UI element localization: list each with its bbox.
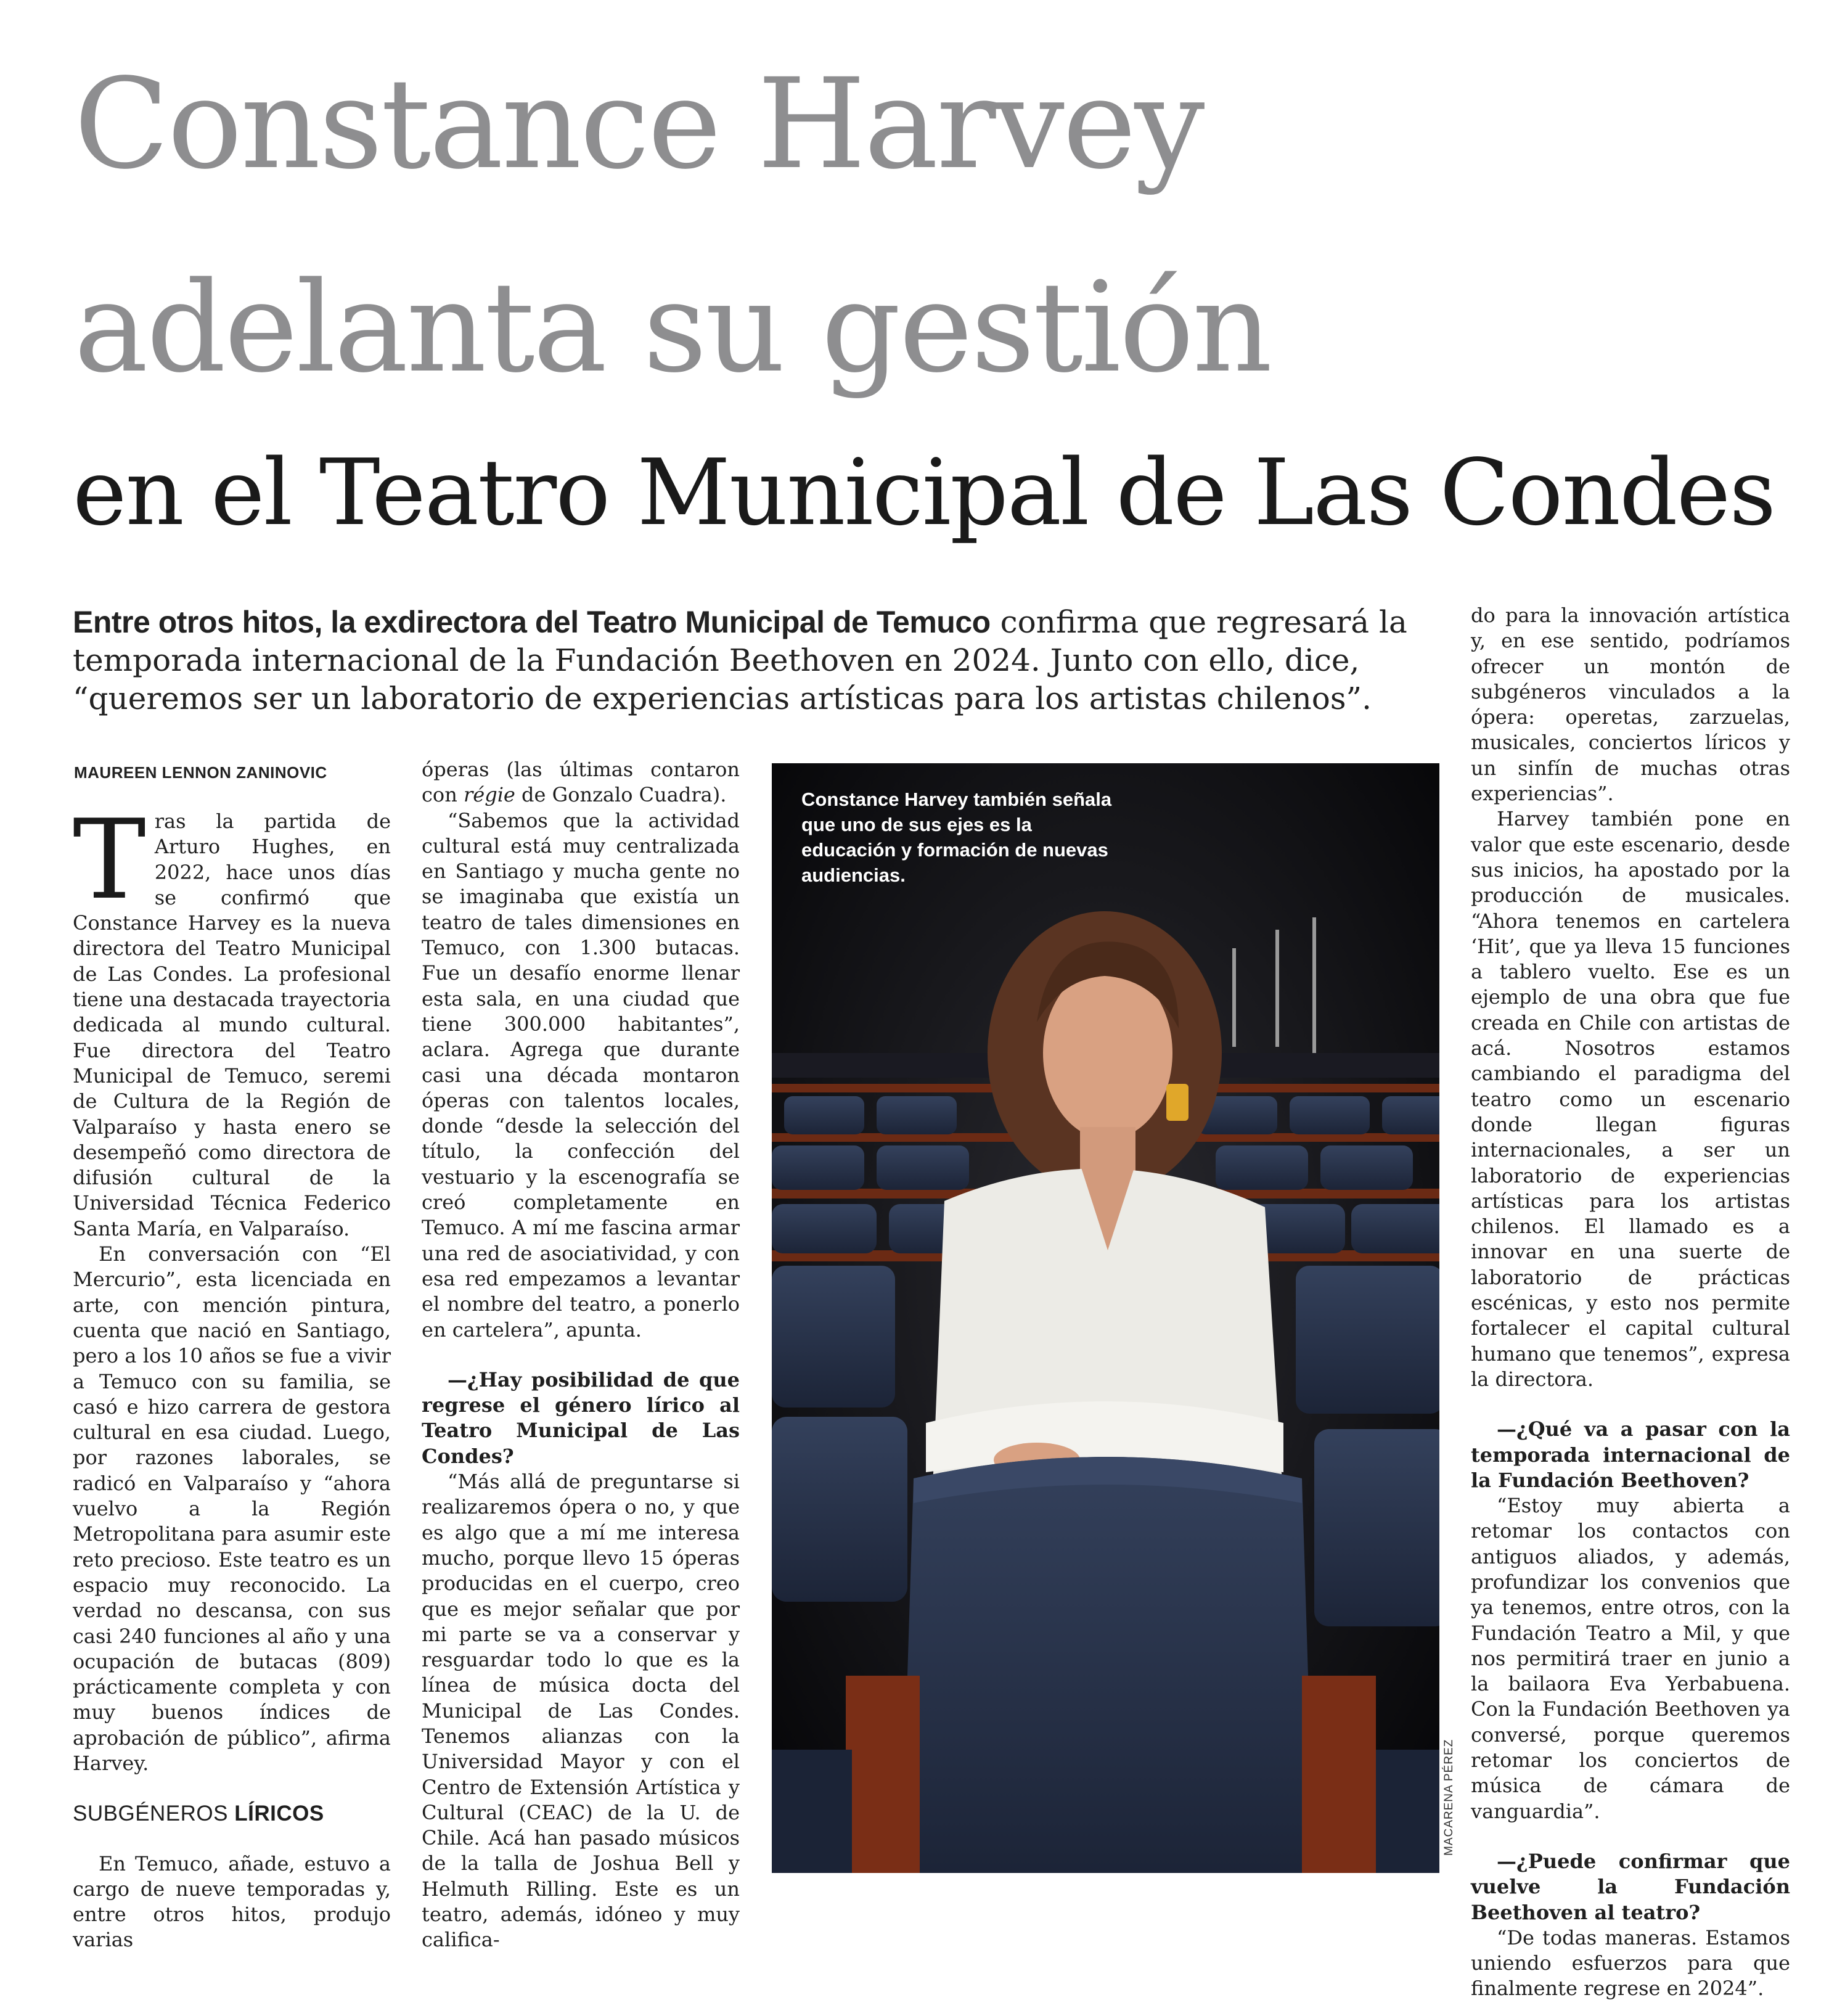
photo-credit: MACARENA PÉREZ xyxy=(1442,1739,1455,1856)
article-paragraph: En Temuco, añade, estuvo a cargo de nueve temporadas y, entre otros hitos, produjo varias xyxy=(73,1851,391,1952)
byline: MAUREEN LENNON ZANINOVIC xyxy=(74,763,327,782)
article-paragraph: En conversación con “El Mercurio”, esta licenciada en arte, con mención pintura, cuenta que nació en Santiago, pero a los 10 años se fue a vivir a Temuco con su familia, se casó e hizo carrera de gestora cultural en esa ciudad. Luego, por razones laborales, se radicó en Valparaíso y “ahora vuelvo a la Región Metropolitana para asumir este reto precioso. Este teatro es un espacio muy reconocido. La verdad no descansa, con sus casi 240 funciones al año y una ocupación de butacas (809) prácticamente completa y con muy buenos índices de aprobación de público”, afirma Harvey. xyxy=(73,1242,391,1775)
article-column-1 xyxy=(73,796,391,1953)
paragraph-text: ras la partida de Arturo Hughes, en 2022, hace unos días se confirmó que Constance Harvey es la nueva directora del Teatro Municipal de Las Condes. La profesional tiene una destacada trayectoria dedicada al mundo cultural. Fue directora del Teatro Municipal de Temuco, seremi de Cultura de la Región de Valparaíso y hasta enero se desempeñó como directora de difusión cultural de la Universidad Técnica Federico Santa María, en Valparaíso. xyxy=(73,809,391,1240)
photo-caption: Constance Harvey también señala que uno de sus ejes es la educación y formación de nuevas audiencias. xyxy=(801,789,1112,886)
article-paragraph: “Más allá de preguntarse si realizaremos ópera o no, y que es algo que a mí me interesa mucho, porque llevo 15 óperas producidas en el cuerpo, creo que es mejor señalar que por mi parte se va a conservar y resguardar todo lo que es la línea de música docta del Municipal de Las Condes. Tenemos alianzas con la Universidad Mayor y con el Centro de Extensión Artística y Cultural (CEAC) de la U. de Chile. Acá han pasado músicos de la talla de Joshua Bell y Helmuth Rilling. Este es un teatro, además, idóneo y muy califica- xyxy=(422,1470,740,1952)
article-photo xyxy=(772,763,1439,1873)
headline-line-2: adelanta su gestión xyxy=(74,255,1271,400)
italic-word: régie xyxy=(463,783,515,807)
article-paragraph: do para la innovación artística y, en ese sentido, podríamos ofrecer un montón de subgéneros vinculados a la ópera: operetas, zarzuelas, musicales, conciertos líricos y un sinfín de muchas otras experiencias”. xyxy=(1471,604,1790,806)
lead-text: confirma que regresará la temporada internacional de la Fundación Beethoven en 2024. Junto con ello, dice, “queremos ser un laboratorio de experiencias artísticas para los artistas chilenos”. xyxy=(73,604,1407,716)
article-paragraph: “De todas maneras. Estamos uniendo esfuerzos para que finalmente regrese en 2024”. xyxy=(1471,1925,1790,2001)
article-column-2 xyxy=(422,757,740,1953)
interview-question: —¿Puede confirmar que vuelve la Fundación Beethoven al teatro? xyxy=(1471,1849,1790,1924)
lead-bold-text: Entre otros hitos, la exdirectora del Teatro Municipal de Temuco xyxy=(73,605,991,639)
interview-question: —¿Hay posibilidad de que regrese el género lírico al Teatro Municipal de Las Condes? xyxy=(422,1367,740,1468)
section-subhead xyxy=(73,1801,391,1826)
headline-line-1: Constance Harvey xyxy=(74,51,1203,197)
subhead-bold: LÍRICOS xyxy=(234,1801,324,1826)
article-paragraph: “Sabemos que la actividad cultural está muy centralizada en Santiago y mucha gente no se imaginaba que existía un teatro de tales dimensiones en Temuco, con 1.300 butacas. Fue un desafío enorme llenar esta sala, en una ciudad que tiene 300.000 habitantes”, aclara. Agrega que durante casi una década montaron óperas con talentos locales, donde “desde la selección del título, la confección del vestuario y la escenografía se creó completamente en Temuco. A mí me fascina armar una red de asociatividad, y con esa red empezamos a levantar el nombre del teatro, a ponerlo en cartelera”, apunta. xyxy=(422,808,740,1342)
drop-cap: T xyxy=(73,796,146,924)
lead-paragraph xyxy=(73,603,1441,718)
photo-illustration xyxy=(772,763,1439,1873)
headline-line-3: en el Teatro Municipal de Las Condes xyxy=(73,440,1775,546)
article-paragraph: Harvey también pone en valor que este escenario, desde sus inicios, ha apostado por la producción de musicales. “Ahora tenemos en cartelera ‘Hit’, que ya lleva 15 funciones a tablero vuelto. Ese es un ejemplo de una obra que fue creada en Chile con artistas de acá. Nosotros estamos cambiando el paradigma del teatro como un escenario donde llegan figuras internacionales, a ser un laboratorio de experiencias artísticas para los artistas chilenos. El llamado es a innovar en una suerte de laboratorio de prácticas escénicas, y esto nos permite fortalecer el capital cultural humano que tenemos”, expresa la directora. xyxy=(1471,807,1790,1391)
paragraph-text: de Gonzalo Cuadra). xyxy=(515,783,727,807)
article-paragraph xyxy=(73,796,391,1242)
photo-credit-holder xyxy=(1442,1739,1461,2016)
article-column-4 xyxy=(1471,603,1790,2002)
subhead-light: SUBGÉNEROS xyxy=(73,1801,235,1826)
article-paragraph: “Estoy muy abierta a retomar los contactos con antiguos aliados, y además, profundizar los convenios que ya tenemos, entre otros, con la Fundación Teatro a Mil, y que nos permitirá traer en junio a la bailaora Eva Yerbabuena. Con la Fundación Beethoven ya conversé, porque queremos retomar los conciertos de música de cámara de vanguardia”. xyxy=(1471,1494,1790,1823)
interview-question: —¿Qué va a pasar con la temporada internacional de la Fundación Beethoven? xyxy=(1471,1417,1790,1492)
article-paragraph xyxy=(422,757,740,808)
paragraph-text: óperas (las últimas contaron con xyxy=(422,758,740,807)
